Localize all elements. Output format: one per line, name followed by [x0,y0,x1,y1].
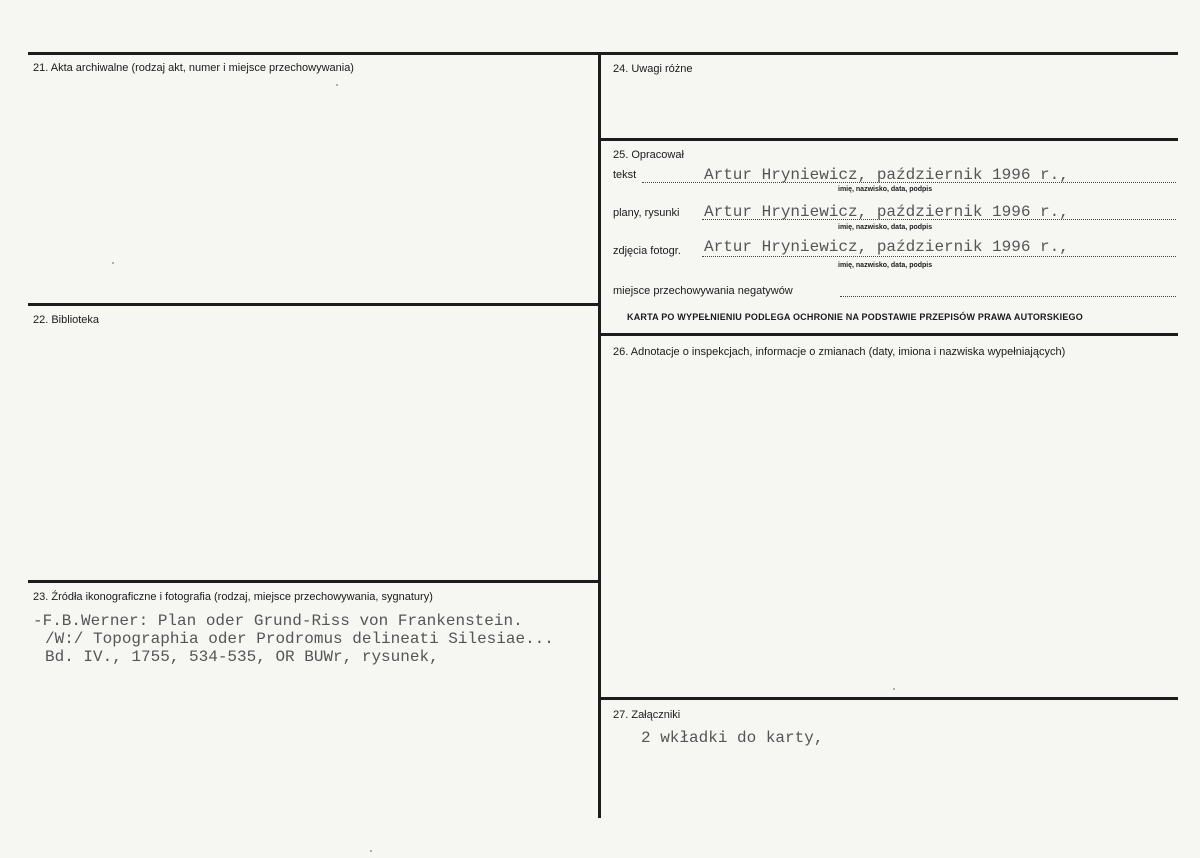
iconography-line-2: /W:/ Topographia oder Prodromus delineati Silesiae... [45,630,554,648]
section-21-label: 21. Akta archiwalne (rodzaj akt, numer i miejsce przechowywania) [33,62,354,74]
section-26-label: 26. Adnotacje o inspekcjach, informacje o zmianach (daty, imiona i nazwiska wypełniających) [613,346,1066,358]
section-27-label: 27. Załączniki [613,709,681,721]
iconography-line-1: -F.B.Werner: Plan oder Grund-Riss von Frankenstein. [33,612,523,630]
author-photos-value: Artur Hryniewicz, październik 1996 r., [704,238,1069,256]
divider-25-26 [600,333,1178,336]
author-photos-dotline [702,256,1176,257]
author-photos-field: zdjęcia fotogr. [613,245,681,257]
author-plans-hint: imię, nazwisko, data, podpis [838,224,933,231]
attachments-value: 2 wkładki do karty, [641,729,824,747]
divider-26-27 [600,697,1178,700]
author-plans-value: Artur Hryniewicz, październik 1996 r., [704,203,1069,221]
section-23-label: 23. Źródła ikonograficzne i fotografia (rodzaj, miejsce przechowywania, sygnatury) [33,591,433,603]
author-text-value: Artur Hryniewicz, październik 1996 r., [704,166,1069,184]
paper-speck [336,84,338,86]
section-25-label: 25. Opracował [613,149,684,161]
section-22-label: 22. Biblioteka [33,314,100,326]
negatives-label: miejsce przechowywania negatywów [613,285,793,297]
author-text-hint: imię, nazwisko, data, podpis [838,186,933,193]
author-text-field: tekst [613,169,637,181]
paper-speck [893,688,895,690]
paper-speck [370,850,372,852]
divider-22-23 [28,580,600,583]
negatives-dotline [840,296,1176,297]
paper-speck [112,262,114,264]
divider-21-22 [28,303,600,306]
iconography-line-3: Bd. IV., 1755, 534-535, OR BUWr, rysunek, [45,648,439,666]
author-photos-hint: imię, nazwisko, data, podpis [838,262,933,269]
copyright-note: KARTA PO WYPEŁNIENIU PODLEGA OCHRONIE NA PODSTAWIE PRZEPISÓW PRAWA AUTORSKIEGO [627,312,1083,322]
top-border [28,52,1178,55]
section-24-label: 24. Uwagi różne [613,63,693,75]
center-divider [598,52,601,818]
divider-24-25 [600,138,1178,141]
author-plans-field: plany, rysunki [613,207,680,219]
